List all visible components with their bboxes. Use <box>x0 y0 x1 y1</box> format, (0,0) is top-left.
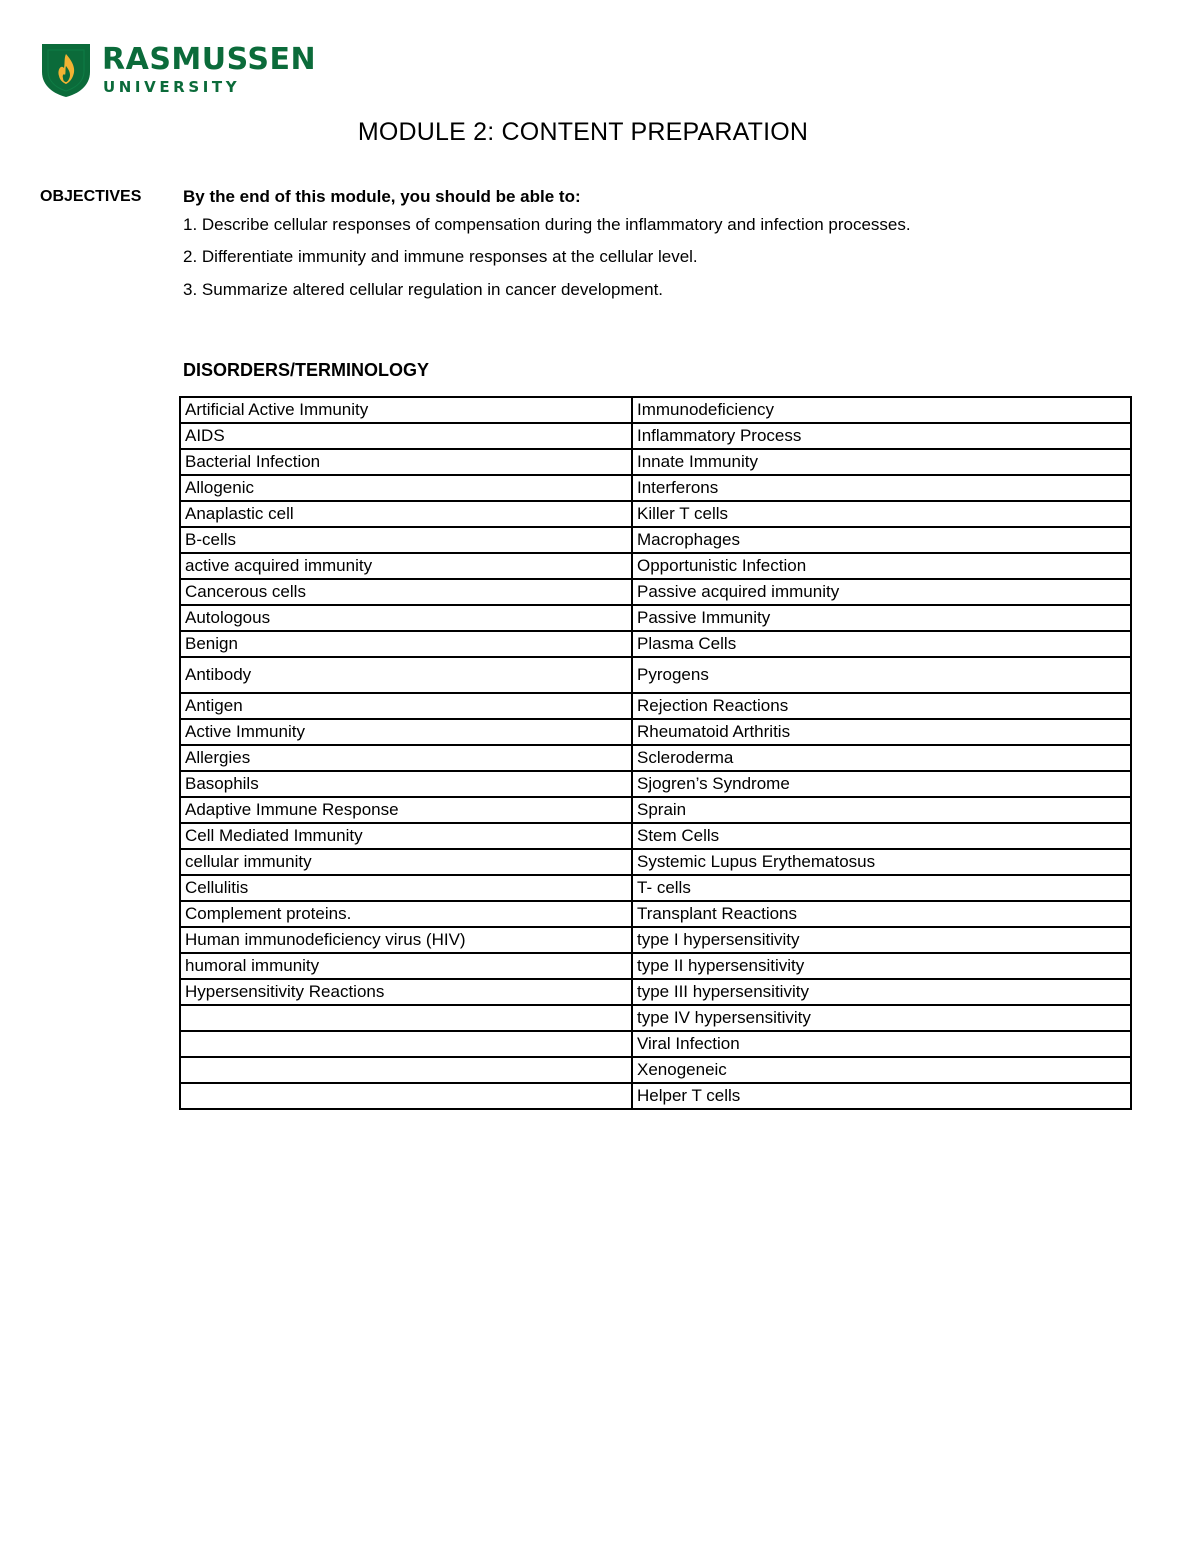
terminology-table <box>179 396 1132 1110</box>
term-cell-right: Plasma Cells <box>632 631 1131 657</box>
objective-item-1: 1. Describe cellular responses of compensation during the inflammatory and infection processes. <box>183 215 911 234</box>
term-cell-right: Innate Immunity <box>632 449 1131 475</box>
table-row <box>180 579 1131 605</box>
term-cell-right: type I hypersensitivity <box>632 927 1131 953</box>
table-row <box>180 475 1131 501</box>
term-cell-left: Basophils <box>180 771 632 797</box>
term-cell-left: Antibody <box>180 657 632 693</box>
page-title: MODULE 2: CONTENT PREPARATION <box>357 118 809 146</box>
table-row <box>180 449 1131 475</box>
table-row <box>180 423 1131 449</box>
table-row <box>180 979 1131 1005</box>
term-cell-right: Xenogeneic <box>632 1057 1131 1083</box>
term-cell-left: Complement proteins. <box>180 901 632 927</box>
term-cell-right: Passive Immunity <box>632 605 1131 631</box>
term-cell-right: T- cells <box>632 875 1131 901</box>
table-row <box>180 657 1131 693</box>
term-cell-left: humoral immunity <box>180 953 632 979</box>
term-cell-right: Sprain <box>632 797 1131 823</box>
table-row <box>180 849 1131 875</box>
table-row <box>180 397 1131 423</box>
term-cell-right: Systemic Lupus Erythematosus <box>632 849 1131 875</box>
objective-item-3: 3. Summarize altered cellular regulation in cancer development. <box>183 280 664 299</box>
term-cell-right: Transplant Reactions <box>632 901 1131 927</box>
term-cell-left: Allogenic <box>180 475 632 501</box>
table-row <box>180 797 1131 823</box>
table-row <box>180 719 1131 745</box>
term-cell-left <box>180 1005 632 1031</box>
term-cell-right: Immunodeficiency <box>632 397 1131 423</box>
table-row <box>180 1057 1131 1083</box>
table-row <box>180 901 1131 927</box>
term-cell-right: type II hypersensitivity <box>632 953 1131 979</box>
term-cell-left: Antigen <box>180 693 632 719</box>
term-cell-right: Inflammatory Process <box>632 423 1131 449</box>
term-cell-right: Opportunistic Infection <box>632 553 1131 579</box>
term-cell-left: Artificial Active Immunity <box>180 397 632 423</box>
table-row <box>180 605 1131 631</box>
table-row <box>180 527 1131 553</box>
table-row <box>180 631 1131 657</box>
term-cell-right: Rheumatoid Arthritis <box>632 719 1131 745</box>
table-row <box>180 771 1131 797</box>
table-row <box>180 1083 1131 1109</box>
term-cell-right: Sjogren’s Syndrome <box>632 771 1131 797</box>
term-cell-left: Allergies <box>180 745 632 771</box>
table-row <box>180 553 1131 579</box>
term-cell-left: Adaptive Immune Response <box>180 797 632 823</box>
term-cell-right: Passive acquired immunity <box>632 579 1131 605</box>
term-cell-right: Stem Cells <box>632 823 1131 849</box>
table-row <box>180 745 1131 771</box>
table-row <box>180 927 1131 953</box>
term-cell-right: type III hypersensitivity <box>632 979 1131 1005</box>
term-cell-right: Scleroderma <box>632 745 1131 771</box>
term-cell-right: Rejection Reactions <box>632 693 1131 719</box>
term-cell-right: Helper T cells <box>632 1083 1131 1109</box>
shield-flame-icon <box>40 42 92 98</box>
term-cell-right: type IV hypersensitivity <box>632 1005 1131 1031</box>
term-cell-left <box>180 1057 632 1083</box>
term-cell-right: Pyrogens <box>632 657 1131 693</box>
table-row <box>180 953 1131 979</box>
term-cell-left: Cancerous cells <box>180 579 632 605</box>
objectives-intro: By the end of this module, you should be able to: <box>183 187 581 206</box>
term-cell-left: Bacterial Infection <box>180 449 632 475</box>
term-cell-left: Anaplastic cell <box>180 501 632 527</box>
term-cell-left: Benign <box>180 631 632 657</box>
term-cell-left <box>180 1083 632 1109</box>
table-row <box>180 823 1131 849</box>
term-cell-right: Killer T cells <box>632 501 1131 527</box>
table-row <box>180 1031 1131 1057</box>
term-cell-left: Cellulitis <box>180 875 632 901</box>
table-row <box>180 693 1131 719</box>
term-cell-right: Macrophages <box>632 527 1131 553</box>
term-cell-left: Autologous <box>180 605 632 631</box>
table-row <box>180 875 1131 901</box>
term-cell-left: Cell Mediated Immunity <box>180 823 632 849</box>
term-cell-left: Hypersensitivity Reactions <box>180 979 632 1005</box>
term-cell-right: Viral Infection <box>632 1031 1131 1057</box>
term-cell-right: Interferons <box>632 475 1131 501</box>
term-cell-left: cellular immunity <box>180 849 632 875</box>
terminology-heading: DISORDERS/TERMINOLOGY <box>183 360 430 380</box>
term-cell-left: Active Immunity <box>180 719 632 745</box>
rasmussen-logo <box>40 42 340 100</box>
term-cell-left <box>180 1031 632 1057</box>
brand-name: RASMUSSEN <box>102 42 317 77</box>
table-row <box>180 1005 1131 1031</box>
term-cell-left: B-cells <box>180 527 632 553</box>
objectives-label: OBJECTIVES <box>40 188 142 205</box>
term-cell-left: active acquired immunity <box>180 553 632 579</box>
term-cell-left: Human immunodeficiency virus (HIV) <box>180 927 632 953</box>
term-cell-left: AIDS <box>180 423 632 449</box>
table-row <box>180 501 1131 527</box>
objective-item-2: 2. Differentiate immunity and immune responses at the cellular level. <box>183 247 698 266</box>
brand-subtitle: UNIVERSITY <box>103 78 241 96</box>
